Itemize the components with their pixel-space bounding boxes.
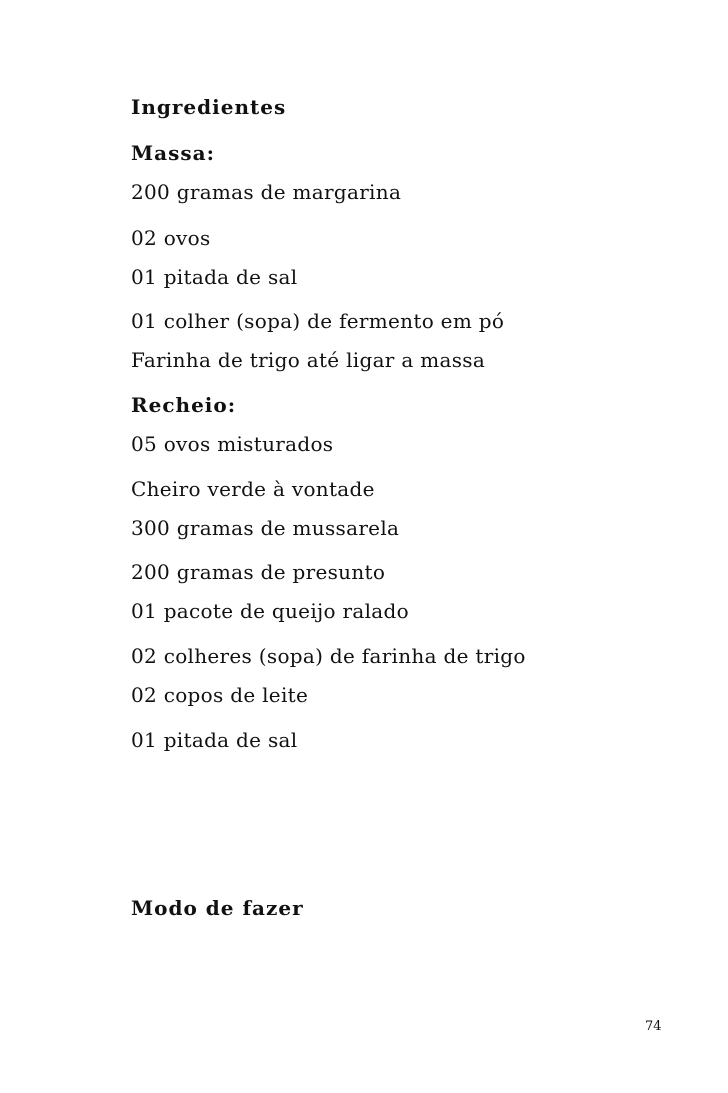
- recheio-heading: Recheio:: [131, 393, 237, 417]
- massa-ingredient: 200 gramas de margarina: [131, 180, 402, 204]
- massa-ingredient: Farinha de trigo até ligar a massa: [131, 348, 486, 372]
- recheio-ingredient: 05 ovos misturados: [131, 432, 334, 456]
- recheio-ingredient: 02 copos de leite: [131, 683, 309, 707]
- massa-ingredient: 01 colher (sopa) de fermento em pó: [131, 309, 505, 333]
- recheio-ingredient: 01 pacote de queijo ralado: [131, 599, 409, 623]
- recheio-ingredient: Cheiro verde à vontade: [131, 477, 375, 501]
- massa-ingredient: 02 ovos: [131, 226, 211, 250]
- recheio-ingredient: 02 colheres (sopa) de farinha de trigo: [131, 644, 526, 668]
- method-heading: Modo de fazer: [131, 896, 304, 920]
- recheio-ingredient: 01 pitada de sal: [131, 728, 298, 752]
- recheio-ingredient: 300 gramas de mussarela: [131, 516, 400, 540]
- massa-ingredient: 01 pitada de sal: [131, 265, 298, 289]
- ingredients-heading: Ingredientes: [131, 95, 287, 119]
- page-number: 74: [645, 1019, 662, 1034]
- recheio-ingredient: 200 gramas de presunto: [131, 560, 386, 584]
- massa-heading: Massa:: [131, 141, 215, 165]
